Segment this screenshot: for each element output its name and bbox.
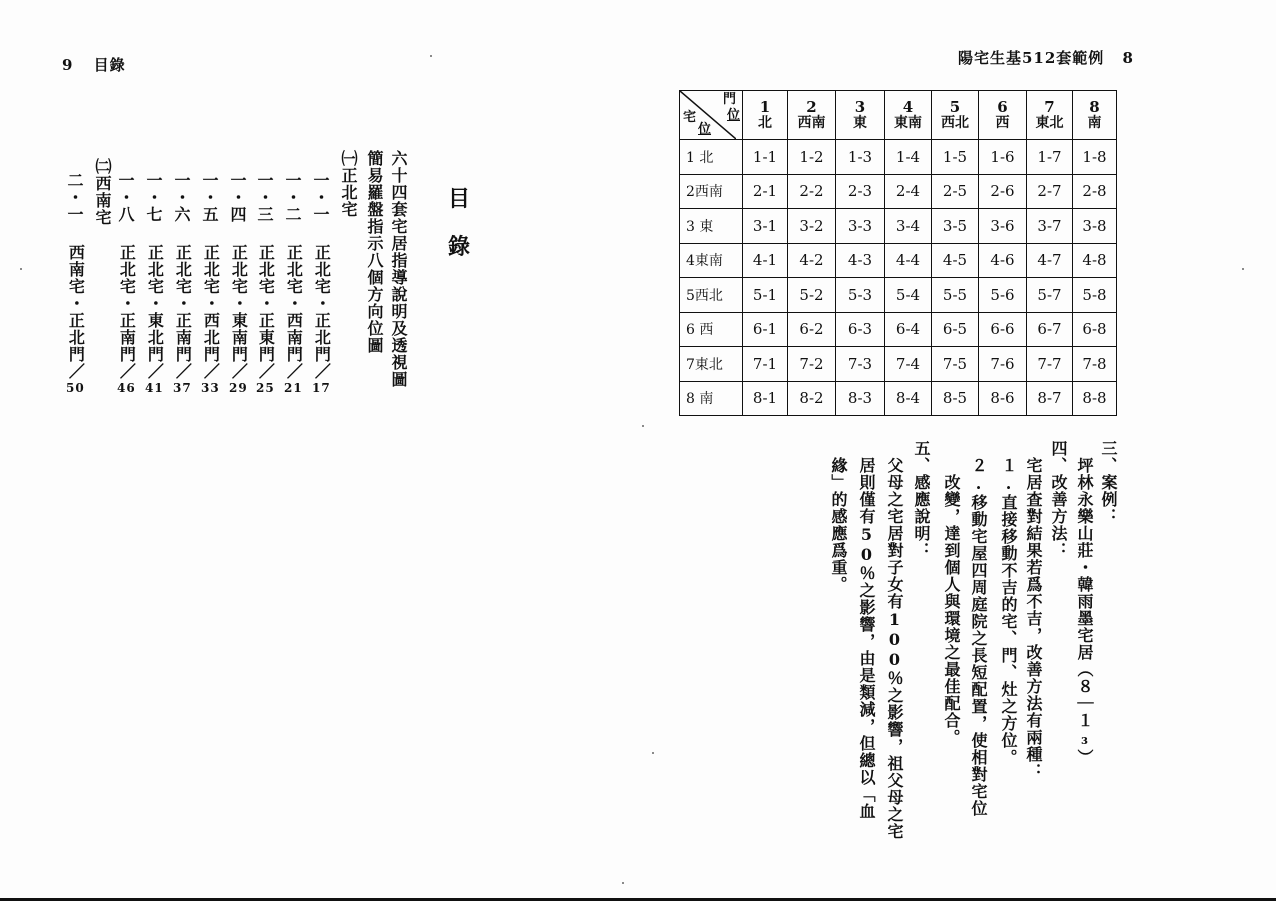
row-header: 1 北: [680, 140, 743, 175]
table-cell: 4-5: [932, 243, 979, 278]
row-header: 2西南: [680, 174, 743, 209]
table-cell: 3-5: [932, 209, 979, 244]
table-cell: 5-7: [1027, 278, 1073, 313]
toc-title: [448, 188, 470, 284]
toc-entry-number: 一・二: [283, 172, 302, 223]
table-cell: 4-2: [788, 243, 836, 278]
table-row: [680, 209, 1117, 244]
table-body: [680, 140, 1117, 416]
toc-entry-title: 正北宅・正南門／: [117, 244, 137, 380]
toc-entry-number: 一・四: [228, 172, 247, 223]
toc-entry[interactable]: [145, 244, 164, 394]
column-header: 3 東: [836, 91, 885, 140]
toc-entry-page: 21: [284, 381, 303, 395]
toc-entry[interactable]: [284, 244, 303, 394]
scan-speck: [622, 882, 624, 884]
table-cell: 3-1: [743, 209, 788, 244]
toc-entry-number: 二・一: [65, 172, 84, 223]
toc-entry[interactable]: [66, 244, 85, 394]
table-cell: 1-8: [1073, 140, 1117, 175]
body-column: 居則僅有50％之影響，由是類減，但總以「血: [857, 440, 876, 820]
table-cell: 7-1: [743, 347, 788, 382]
body-column: ２.移動宅屋四周庭院之長短配置，使相對宅位: [969, 440, 988, 817]
toc-entry[interactable]: [256, 244, 275, 394]
table-cell: 5-1: [743, 278, 788, 313]
table-cell: 8-8: [1073, 381, 1117, 416]
column-header: 4 東南: [885, 91, 932, 140]
table-cell: 4-7: [1027, 243, 1073, 278]
table-row: [680, 140, 1117, 175]
table-cell: 8-6: [979, 381, 1027, 416]
row-header: 5西北: [680, 278, 743, 313]
table-cell: 6-3: [836, 312, 885, 347]
toc-entry[interactable]: [312, 244, 331, 394]
body-column: 坪林永樂山莊・韓雨墨宅居（８｜１₃）: [1075, 440, 1094, 766]
toc-entry-page: 46: [117, 381, 136, 395]
toc-entry-page: 50: [66, 381, 85, 395]
table-cell: 2-6: [979, 174, 1027, 209]
toc-section-heading: ㈠正北宅: [339, 150, 358, 218]
scan-speck: [642, 425, 644, 427]
scan-speck: [20, 268, 22, 270]
table-cell: 3-4: [885, 209, 932, 244]
table-cell: 2-1: [743, 174, 788, 209]
row-header: 3 東: [680, 209, 743, 244]
table-cell: 1-3: [836, 140, 885, 175]
table-cell: 3-3: [836, 209, 885, 244]
body-column: 改變，達到個人與環境之最佳配合。: [942, 440, 961, 746]
table-cell: 4-1: [743, 243, 788, 278]
row-header: 4東南: [680, 243, 743, 278]
left-page-number: 9: [62, 56, 74, 74]
toc-entry-number: 一・七: [144, 172, 163, 223]
toc-entry-page: 33: [201, 381, 220, 395]
table-row: [680, 347, 1117, 382]
table-row: [680, 278, 1117, 313]
right-running-head: 陽宅生基512套範例: [958, 49, 1105, 67]
table-cell: 3-2: [788, 209, 836, 244]
table-cell: 2-7: [1027, 174, 1073, 209]
table-cell: 7-6: [979, 347, 1027, 382]
table-cell: 6-5: [932, 312, 979, 347]
table-cell: 1-5: [932, 140, 979, 175]
body-column: 緣」的感應爲重。: [829, 440, 848, 593]
table-cell: 4-3: [836, 243, 885, 278]
table-cell: 8-1: [743, 381, 788, 416]
table-cell: 7-7: [1027, 347, 1073, 382]
table-cell: 5-6: [979, 278, 1027, 313]
table-cell: 1-6: [979, 140, 1027, 175]
toc-entry-number: 一・八: [116, 172, 135, 223]
column-header: 8 南: [1073, 91, 1117, 140]
table-cell: 8-2: [788, 381, 836, 416]
table-corner-cell: [680, 91, 743, 140]
toc-entry-title: 正北宅・東北門／: [145, 244, 165, 380]
table-cell: 3-7: [1027, 209, 1073, 244]
table-cell: 5-5: [932, 278, 979, 313]
table-cell: 8-4: [885, 381, 932, 416]
toc-entry-title: 西南宅・正北門／: [66, 244, 86, 380]
toc-entry-title: 正北宅・正南門／: [173, 244, 193, 380]
table-cell: 7-2: [788, 347, 836, 382]
toc-entry-number: 一・一: [311, 172, 330, 223]
toc-section-heading: ㈡西南宅: [93, 158, 112, 226]
toc-entry-title: 正北宅・西北門／: [201, 244, 221, 380]
table-row: [680, 381, 1117, 416]
column-header: 5 西北: [932, 91, 979, 140]
toc-entry-page: 29: [229, 381, 248, 395]
table-cell: 1-7: [1027, 140, 1073, 175]
table-cell: 7-5: [932, 347, 979, 382]
table-cell: 1-2: [788, 140, 836, 175]
toc-entry[interactable]: [201, 244, 220, 394]
table-cell: 7-3: [836, 347, 885, 382]
table-cell: 2-3: [836, 174, 885, 209]
toc-entry-page: 41: [145, 381, 164, 395]
table-cell: 5-2: [788, 278, 836, 313]
toc-entry-number: 一・六: [172, 172, 191, 223]
scan-speck: [1242, 268, 1244, 270]
table-cell: 7-4: [885, 347, 932, 382]
left-folio: [62, 54, 126, 75]
table-cell: 8-7: [1027, 381, 1073, 416]
table-header-row: [680, 91, 1117, 140]
table-cell: 5-4: [885, 278, 932, 313]
table-cell: 1-4: [885, 140, 932, 175]
house-door-table: [679, 90, 1117, 416]
table-cell: 6-7: [1027, 312, 1073, 347]
table-cell: 6-2: [788, 312, 836, 347]
table-cell: 2-5: [932, 174, 979, 209]
corner-house-pos-label: 位: [698, 122, 712, 137]
corner-door-label: 門: [722, 92, 736, 107]
body-column: 四、改善方法：: [1049, 440, 1068, 559]
right-folio: [958, 47, 1134, 68]
right-page-number: 8: [1122, 49, 1134, 67]
table-row: [680, 312, 1117, 347]
table-cell: 6-4: [885, 312, 932, 347]
table-cell: 4-4: [885, 243, 932, 278]
toc-entry[interactable]: [117, 244, 136, 394]
toc-intro-line: 六十四套宅居指導說明及透視圖: [389, 150, 408, 388]
table-cell: 2-4: [885, 174, 932, 209]
scan-speck: [652, 752, 654, 754]
table-cell: 2-2: [788, 174, 836, 209]
table-cell: 6-1: [743, 312, 788, 347]
table-cell: 6-6: [979, 312, 1027, 347]
toc-entry[interactable]: [173, 244, 192, 394]
table-cell: 8-5: [932, 381, 979, 416]
table-row: [680, 243, 1117, 278]
toc-entry[interactable]: [229, 244, 248, 394]
row-header: 8 南: [680, 381, 743, 416]
column-header: 1 北: [743, 91, 788, 140]
toc-intro-line: 簡易羅盤指示八個方向位圖: [365, 150, 384, 354]
table-cell: 5-3: [836, 278, 885, 313]
body-column: １.直接移動不吉的宅、門、灶之方位。: [999, 440, 1018, 766]
corner-house-label: 宅: [683, 110, 697, 125]
table-row: [680, 174, 1117, 209]
table-cell: 5-8: [1073, 278, 1117, 313]
table-cell: 3-8: [1073, 209, 1117, 244]
table-cell: 8-3: [836, 381, 885, 416]
toc-title-char: 錄: [448, 234, 471, 260]
toc-entry-number: 一・三: [255, 172, 274, 223]
body-column: 宅居查對結果若爲不吉，改善方法有兩種：: [1024, 440, 1043, 780]
column-header: 6 西: [979, 91, 1027, 140]
body-column: 三、案例：: [1099, 440, 1118, 525]
corner-door-pos-label: 位: [726, 108, 740, 123]
scan-speck: [430, 55, 432, 57]
toc-entry-title: 正北宅・西南門／: [284, 244, 304, 380]
table-cell: 7-8: [1073, 347, 1117, 382]
toc-entry-title: 正北宅・東南門／: [229, 244, 249, 380]
column-header: 7 東北: [1027, 91, 1073, 140]
toc-title-char: 目: [448, 186, 471, 212]
toc-entry-page: 25: [256, 381, 275, 395]
table-cell: 4-6: [979, 243, 1027, 278]
body-column: 父母之宅居對子女有100％之影響，祖父母之宅: [885, 440, 904, 840]
toc-entry-title: 正北宅・正北門／: [312, 244, 332, 380]
table-cell: 1-1: [743, 140, 788, 175]
row-header: 7東北: [680, 347, 743, 382]
body-column: 五、感應說明：: [912, 440, 931, 559]
table-cell: 4-8: [1073, 243, 1117, 278]
row-header: 6 西: [680, 312, 743, 347]
left-running-head: 目錄: [93, 56, 126, 74]
toc-entry-page: 17: [312, 381, 331, 395]
toc-entry-page: 37: [173, 381, 192, 395]
column-header: 2 西南: [788, 91, 836, 140]
table-cell: 6-8: [1073, 312, 1117, 347]
toc-entry-number: 一・五: [200, 172, 219, 223]
table-cell: 2-8: [1073, 174, 1117, 209]
table-cell: 3-6: [979, 209, 1027, 244]
toc-entry-title: 正北宅・正東門／: [256, 244, 276, 380]
